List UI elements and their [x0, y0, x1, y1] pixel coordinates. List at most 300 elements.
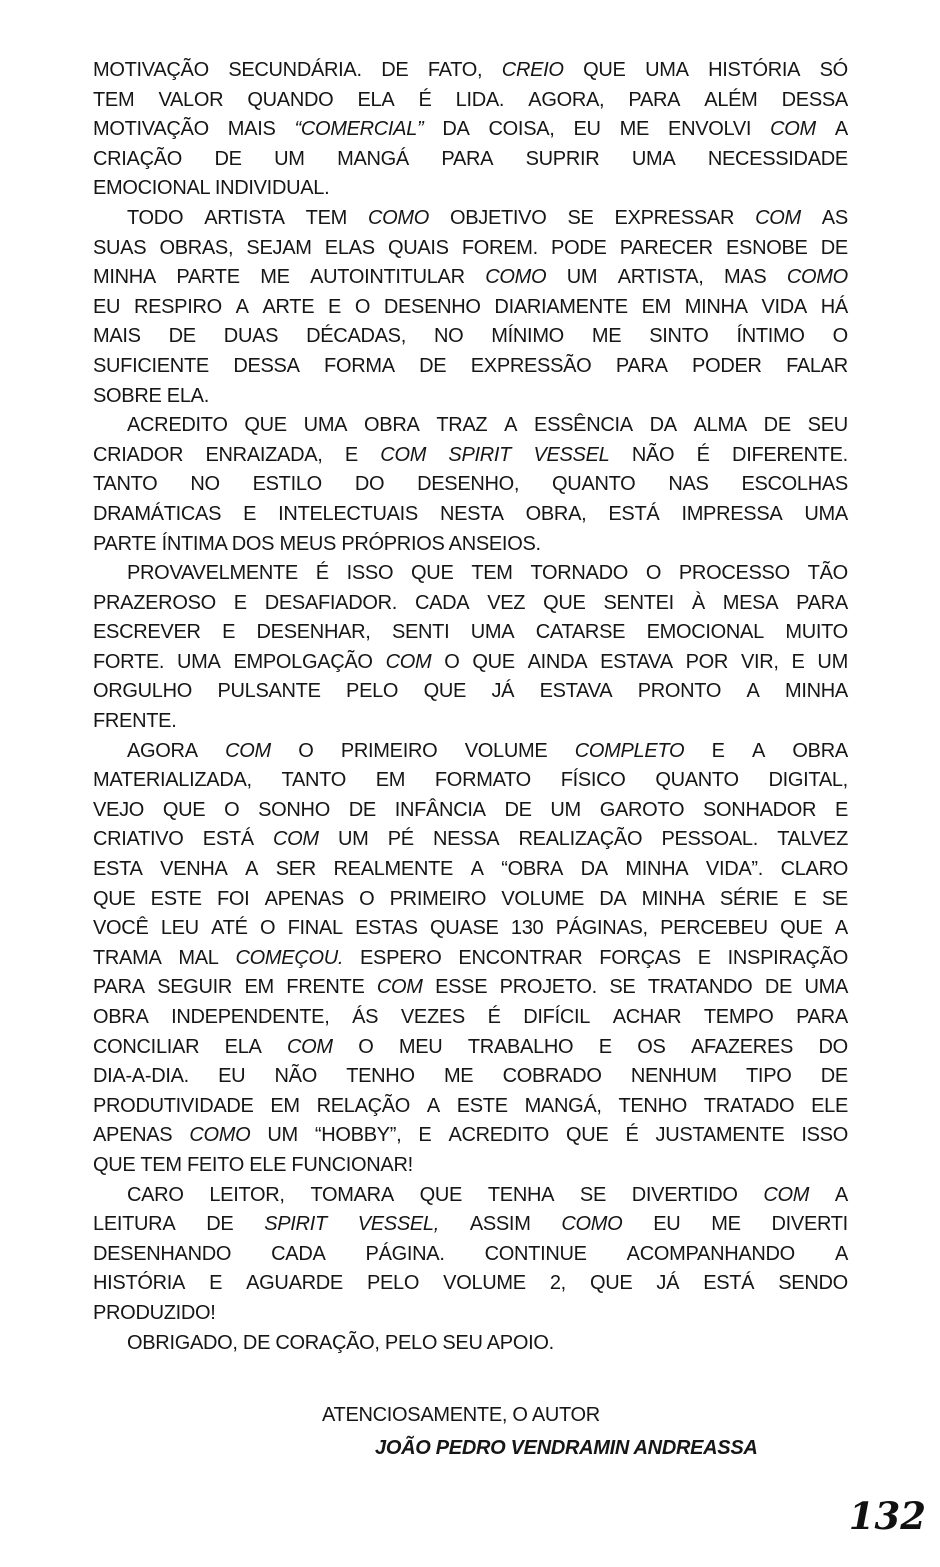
word: VIR,: [740, 650, 779, 673]
word: ÍNTIMA: [161, 532, 227, 555]
word: MINHA: [684, 295, 748, 318]
word: SENTI: [391, 621, 450, 644]
word: ME: [591, 325, 622, 348]
word: O: [359, 887, 375, 910]
word: ELE: [249, 1153, 287, 1176]
word: SUAS: [93, 236, 147, 259]
word: OBRAS,: [159, 236, 234, 259]
word: AS: [821, 206, 848, 229]
word: ME: [711, 1213, 741, 1236]
word: QUE: [423, 680, 467, 703]
word: É: [625, 1124, 639, 1147]
word: ENCONTRAR: [458, 946, 583, 969]
word: TEM: [140, 1153, 182, 1176]
word: ARTISTA: [204, 206, 285, 229]
word: VOLUME: [464, 739, 548, 762]
word: ESTÁ: [202, 828, 254, 851]
word: ME: [443, 1065, 474, 1088]
word: ÁS: [352, 1006, 379, 1028]
word: É: [315, 562, 329, 585]
word: DIVERTIDO: [631, 1183, 738, 1206]
word: CARO: [127, 1183, 184, 1206]
word: OBRA: [792, 739, 848, 762]
word: REALIZAÇÃO: [518, 828, 643, 851]
word: ELA: [224, 1035, 262, 1058]
text-line: [93, 885, 848, 915]
word: OBJETIVO: [449, 206, 547, 229]
word: UMA: [631, 147, 676, 170]
word: TRAMA: [93, 946, 162, 969]
word: E: [243, 502, 257, 525]
word: QUASE: [430, 917, 499, 940]
word: NESSA: [433, 828, 500, 851]
word: TEM: [471, 562, 513, 585]
word: AINDA: [527, 650, 588, 673]
word: EMOCIONAL: [646, 621, 764, 644]
italic-word: COM: [763, 1183, 810, 1206]
word: VIDA”.: [705, 858, 764, 881]
word: FÍSICO: [560, 769, 626, 792]
word: VOLUME: [501, 887, 585, 910]
word: TANTO: [281, 769, 346, 792]
word: DIFERENTE.: [732, 443, 848, 466]
word: LEU: [160, 917, 199, 940]
word: VEZES: [400, 1006, 465, 1028]
word: SENTEI: [603, 591, 674, 614]
word: TRAZ: [436, 414, 488, 437]
word: FORMA: [324, 354, 395, 377]
text-line: [93, 1003, 848, 1033]
word: ENVOLVI: [668, 118, 752, 141]
word: QUE: [419, 1183, 463, 1206]
word: QUE: [93, 887, 136, 910]
word: TIPO: [746, 1065, 792, 1088]
word: E: [344, 443, 358, 466]
word: VEJO: [93, 798, 145, 821]
text-line: [93, 352, 848, 382]
word: PÉ: [387, 828, 414, 851]
italic-word: COMO: [485, 266, 547, 289]
word: QUE: [162, 798, 206, 821]
word: PARA: [615, 354, 668, 377]
word: NENHUM: [630, 1065, 717, 1088]
word: ALMA: [693, 414, 747, 437]
word: ESCREVER: [93, 621, 201, 644]
word: TEMPO: [703, 1006, 774, 1028]
word: UM: [338, 828, 369, 851]
word: DE: [381, 59, 409, 81]
word: DUAS: [223, 325, 279, 348]
text-line: [93, 174, 848, 204]
word: EXPRESSAR: [614, 206, 735, 229]
word: FORTE.: [93, 650, 165, 673]
word: OBRA: [364, 414, 420, 437]
word: FINAL: [287, 917, 343, 940]
word: DRAMÁTICAS: [93, 502, 222, 525]
word: ELA.: [166, 384, 209, 407]
word: DA: [599, 887, 627, 910]
word: SEU: [807, 414, 848, 437]
word: AGORA,: [528, 88, 605, 111]
word: ACREDITO: [448, 1124, 550, 1147]
word: A: [834, 1183, 848, 1206]
word: RELAÇÃO: [316, 1094, 411, 1117]
word: EM: [270, 1094, 300, 1117]
text-line: [93, 263, 848, 293]
word: FORÇAS: [599, 946, 681, 969]
word: ESNOBE: [726, 236, 808, 259]
word: VIDA: [761, 295, 807, 318]
word: TEM: [305, 206, 347, 229]
word: 130: [510, 917, 544, 940]
word: ME: [619, 118, 650, 141]
word: É: [487, 1006, 501, 1028]
text-line: [93, 293, 848, 323]
word: TRATADO: [703, 1094, 795, 1117]
word: DESENHANDO: [93, 1242, 232, 1265]
word: DIGITAL,: [768, 769, 848, 792]
word: QUANTO: [655, 769, 739, 792]
word: PROVAVELMENTE: [127, 562, 298, 585]
word: QUE: [583, 59, 626, 81]
word: PRIMEIRO: [389, 887, 487, 910]
word: INDIVIDUAL.: [214, 177, 330, 200]
word: DESSA: [233, 354, 300, 377]
word: DE: [242, 1331, 271, 1354]
word: ARTISTA,: [617, 266, 704, 289]
word: PESSOAL.: [661, 828, 758, 851]
word: DESENHO,: [417, 473, 520, 496]
word: CORAÇÃO,: [275, 1331, 380, 1354]
text-line: [93, 855, 848, 885]
word: NECESSIDADE: [707, 147, 848, 170]
word: ÍNTIMO: [736, 325, 805, 348]
word: SONHO: [258, 798, 330, 821]
word: ESSE: [435, 976, 488, 999]
word: MUITO: [785, 621, 848, 644]
word: TENHO: [346, 1065, 415, 1088]
word: EMOCIONAL: [93, 177, 210, 200]
word: MINHA: [93, 266, 156, 289]
word: FALAR: [786, 354, 848, 377]
word: PRODUZIDO!: [93, 1301, 216, 1324]
word: SEJAM: [246, 236, 312, 259]
word: A: [752, 739, 766, 762]
word: TENHA: [487, 1183, 555, 1206]
word: E: [222, 621, 236, 644]
word: HÁ: [820, 295, 848, 318]
word: ME: [260, 266, 290, 289]
word: PODER: [692, 354, 762, 377]
word: PROCESSO: [678, 562, 790, 585]
word: SÓ: [819, 59, 848, 81]
word: MESA: [722, 591, 779, 614]
word: 2,: [549, 1272, 566, 1295]
word: DO: [818, 1035, 848, 1058]
word: UMA: [804, 502, 848, 525]
word: QUE: [411, 562, 454, 585]
word: ENRAIZADA,: [205, 443, 323, 466]
italic-word: COMO: [561, 1213, 623, 1236]
word: À: [691, 591, 705, 614]
word: UMA: [177, 650, 221, 673]
word: PRAZEROSO: [93, 591, 216, 614]
word: ESTE: [456, 1094, 508, 1117]
italic-word: SPIRIT: [264, 1213, 327, 1236]
word: PELO: [366, 1272, 420, 1295]
word: NO: [433, 325, 464, 348]
word: ESTILO: [252, 473, 322, 496]
word: MANGÁ: [337, 147, 409, 170]
word: PARA: [628, 88, 681, 111]
word: CADA: [271, 1242, 326, 1265]
italic-word: COMPLETO: [574, 739, 685, 762]
word: DESENHAR,: [256, 621, 371, 644]
text-line: [93, 944, 848, 974]
word: AGUARDE: [246, 1272, 343, 1295]
word: HISTÓRIA: [708, 59, 801, 81]
word: SUPRIR: [525, 147, 600, 170]
word: JÁ: [656, 1272, 680, 1295]
word: GAROTO: [599, 798, 685, 821]
text-line: [93, 1121, 848, 1151]
word: DIVERTI: [771, 1213, 848, 1236]
word: OBRA,: [525, 502, 587, 525]
word: DIARIAMENTE: [494, 295, 628, 318]
word: E: [697, 946, 711, 969]
word: ESTAVA: [600, 650, 673, 673]
word: UM: [817, 650, 848, 673]
word: FOREM.: [461, 236, 538, 259]
word: MAIS: [93, 325, 141, 348]
italic-word: VESSEL: [533, 443, 610, 466]
word: ISSO: [346, 562, 394, 585]
word: RESPIRO: [133, 295, 222, 318]
word: PARTE: [176, 266, 240, 289]
word: A: [504, 414, 518, 437]
word: NO: [190, 473, 220, 496]
word: AUTOINTITULAR: [310, 266, 465, 289]
word: CADA: [414, 591, 470, 614]
text-line: [93, 825, 848, 855]
word: PÁGINAS,: [555, 917, 648, 940]
word: OBRA: [93, 1006, 149, 1028]
word: O: [298, 739, 314, 762]
word: A: [834, 917, 848, 940]
word: SEU: [442, 1331, 483, 1354]
word: ATÉ: [211, 917, 248, 940]
word: SONHADOR: [703, 798, 817, 821]
word: OS: [637, 1035, 666, 1058]
word: EU: [653, 1213, 681, 1236]
word: E: [834, 798, 848, 821]
word: PERCEBEU: [660, 917, 768, 940]
word: CRIAÇÃO: [93, 147, 183, 170]
text-line: [93, 1299, 848, 1329]
word: NAS: [668, 473, 709, 496]
word: SINTO: [649, 325, 709, 348]
word: QUE: [566, 1124, 609, 1147]
word: PELO: [384, 1331, 438, 1354]
word: TRATANDO: [647, 976, 753, 999]
word: E: [233, 591, 247, 614]
text-line: [93, 145, 848, 175]
text-line: [93, 796, 848, 826]
word: DIFÍCIL: [523, 1006, 591, 1028]
text-line: [93, 1329, 848, 1359]
word: DE: [820, 1065, 848, 1088]
word: APENAS: [93, 1124, 173, 1147]
word: SECUNDÁRIA.: [228, 59, 362, 81]
italic-word: COM: [755, 206, 801, 229]
italic-word: “COMERCIAL”: [294, 118, 424, 141]
word: PARA: [796, 591, 848, 614]
word: IMPRESSA: [681, 502, 783, 525]
word: SE: [609, 976, 636, 999]
word: O: [224, 798, 240, 821]
word: ACREDITO: [127, 414, 228, 437]
word: COISA,: [488, 118, 555, 141]
text-line: [93, 618, 848, 648]
word: MEU: [398, 1035, 443, 1058]
word: PROJETO.: [499, 976, 597, 999]
text-line: [93, 1033, 848, 1063]
word: MAS: [723, 266, 767, 289]
word: INFÂNCIA: [394, 798, 486, 821]
text-line: [93, 382, 848, 412]
word: VOCÊ: [93, 917, 149, 940]
italic-word: COM: [225, 739, 271, 762]
text-line: [93, 204, 848, 234]
page-number: 132: [848, 1494, 926, 1538]
word: E: [209, 1272, 223, 1295]
word: TOMARA: [310, 1183, 394, 1206]
word: QUE: [780, 917, 823, 940]
italic-word: COM: [385, 650, 432, 673]
word: ISSO: [801, 1124, 848, 1147]
word: PRÓPRIOS: [341, 532, 445, 555]
word: É: [418, 88, 432, 111]
word: CLARO: [780, 858, 848, 881]
word: MOTIVAÇÃO: [93, 59, 209, 81]
word: LEITURA: [93, 1213, 176, 1236]
word: PARA: [93, 976, 145, 999]
word: EU: [218, 1065, 246, 1088]
word: A: [834, 118, 848, 141]
word: CONTINUE: [484, 1242, 587, 1265]
signature-author-name: JOÃO PEDRO VENDRAMIN ANDREASSA: [375, 1437, 758, 1460]
text-line: [93, 1210, 848, 1240]
text-line: [93, 1181, 848, 1211]
word: DE: [504, 798, 532, 821]
text-line: [93, 1269, 848, 1299]
word: PRODUTIVIDADE: [93, 1094, 254, 1117]
word: AGORA: [127, 739, 198, 762]
word: VEZ: [487, 591, 526, 614]
word: UM: [274, 147, 305, 170]
word: SENDO: [778, 1272, 848, 1295]
text-line: [93, 914, 848, 944]
word: EM: [375, 769, 406, 792]
word: QUE: [589, 1272, 633, 1295]
word: DE: [763, 414, 791, 437]
word: E: [793, 887, 807, 910]
word: PRIMEIRO: [340, 739, 438, 762]
word: EM: [244, 976, 274, 999]
word: EU: [93, 295, 121, 318]
word: SE: [579, 1183, 607, 1206]
signature-closing: ATENCIOSAMENTE, O AUTOR: [322, 1404, 600, 1427]
word: PÁGINA.: [365, 1242, 445, 1265]
word: DE: [214, 147, 242, 170]
italic-word: SPIRIT: [448, 443, 512, 466]
word: LEITOR,: [209, 1183, 285, 1206]
italic-word: COM: [273, 828, 319, 851]
word: E: [598, 1035, 612, 1058]
word: AFAZERES: [690, 1035, 794, 1058]
word: E: [328, 295, 342, 318]
text-line: [93, 56, 848, 86]
word: O: [832, 325, 848, 348]
word: DA: [580, 858, 608, 881]
word: QUAIS: [387, 236, 449, 259]
word: DE: [419, 354, 447, 377]
word: DE: [348, 798, 376, 821]
text-line: [93, 766, 848, 796]
word: HISTÓRIA: [93, 1272, 186, 1295]
word: VOLUME: [443, 1272, 526, 1295]
word: DE: [168, 325, 196, 348]
word: APENAS: [264, 887, 344, 910]
text-line: [93, 1240, 848, 1270]
italic-word: COMO: [189, 1124, 251, 1147]
italic-word: COMO: [367, 206, 429, 229]
word: ACOMPANHANDO: [626, 1242, 795, 1265]
word: O: [260, 917, 276, 940]
word: PARTE: [93, 532, 157, 555]
word: UM: [566, 266, 598, 289]
word: DIA-A-DIA.: [93, 1065, 189, 1088]
text-line: [93, 441, 848, 471]
word: É: [696, 443, 710, 466]
text-line: [93, 589, 848, 619]
word: QUE: [244, 414, 287, 437]
word: O: [444, 650, 460, 673]
word: ELA: [357, 88, 395, 111]
text-line: [93, 677, 848, 707]
word: ESTAVA: [539, 680, 613, 703]
italic-word: COMO: [786, 266, 848, 289]
word: PELO: [346, 680, 399, 703]
word: QUE: [93, 1153, 136, 1176]
word: CONCILIAR: [93, 1035, 200, 1058]
word: ESTE: [150, 887, 202, 910]
word: “HOBBY”,: [314, 1124, 402, 1147]
italic-word: COM: [770, 118, 816, 141]
word: UM: [550, 798, 581, 821]
word: NÃO: [631, 443, 675, 466]
word: MINHA: [784, 680, 848, 703]
word: CRIADOR: [93, 443, 184, 466]
word: EMPOLGAÇÃO: [233, 650, 373, 673]
word: FUNCIONAR!: [291, 1153, 413, 1176]
word: INDEPENDENTE,: [171, 1006, 330, 1028]
word: ESTÁ: [608, 502, 660, 525]
word: QUE: [472, 650, 515, 673]
word: NESTA: [439, 502, 504, 525]
word: DO: [354, 473, 385, 496]
word: PULSANTE: [217, 680, 321, 703]
